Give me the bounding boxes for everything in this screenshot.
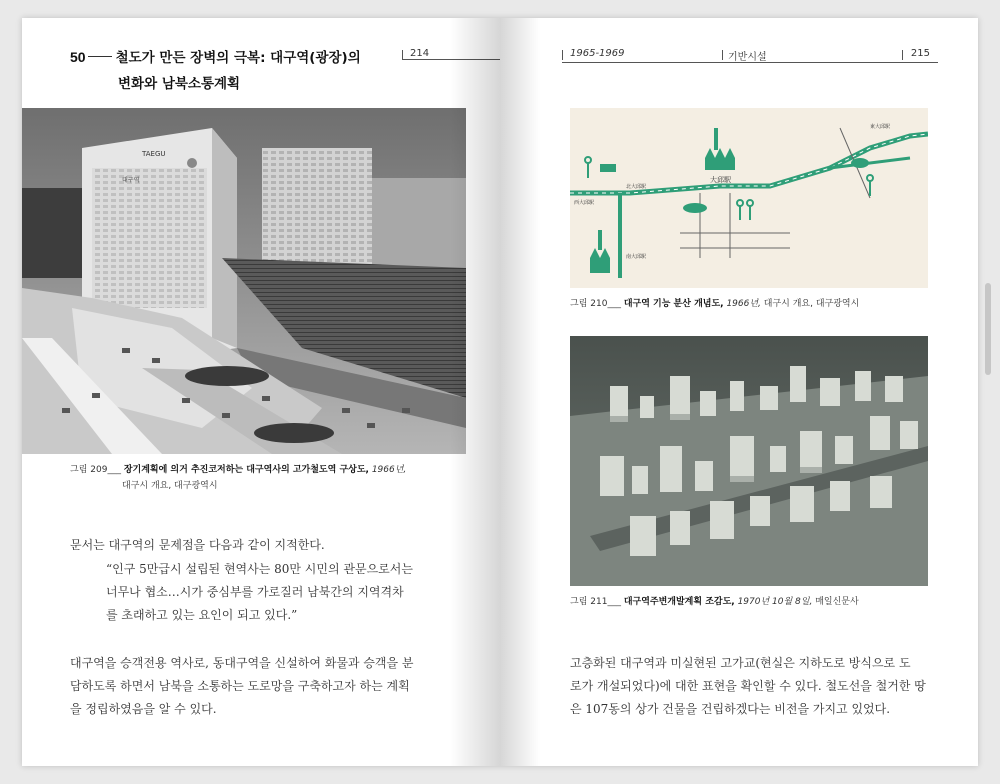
map-label: 南大邱駅 — [626, 254, 647, 260]
paragraph-3 — [570, 652, 932, 721]
text-line: 로가 개설되었다)에 대한 표현을 확인할 수 있다. 철도선을 철거한 땅 — [570, 679, 926, 693]
era-label: 1965-1969 — [570, 48, 625, 59]
chapter-title-line2: 변화와 남북소통계획 — [118, 76, 241, 92]
chapter-rule — [88, 56, 112, 57]
map-label-main-station: 大邱駅 — [710, 176, 731, 184]
figure-211-photo — [570, 336, 928, 586]
chapter-number: 50 — [70, 49, 86, 65]
section-label: 기반시설 — [728, 52, 767, 63]
running-header-right — [562, 48, 938, 63]
figure-210-source: 대구시 개요, 대구광역시 — [763, 299, 860, 309]
chapter-title-line1: 철도가 만든 장벽의 극복: 대구역(광장)의 — [115, 50, 361, 66]
page-number-left: 214 — [410, 48, 430, 59]
quote-line: 너무나 협소…시가 중심부를 가로질러 남북간의 지역격차 — [106, 585, 404, 599]
scrollbar-thumb[interactable] — [985, 283, 991, 375]
text-line: 고층화된 대구역과 미실현된 고가교(현실은 지하도로 방식으로 도 — [570, 656, 911, 670]
map-label: 東大邱駅 — [870, 124, 891, 130]
text-line: 담하도록 하면서 남북을 소통하는 도로망을 구축하고자 하는 계획 — [70, 679, 410, 693]
figure-211-caption: 그림 211___ 대구역주변개발계획 조감도, 1970년 10월 8일, 매일신문사 — [570, 597, 859, 607]
map-label: 北大邱駅 — [626, 184, 647, 190]
quote-line: 를 초래하고 있는 요인이 되고 있다.” — [106, 608, 298, 622]
figure-210-label: 그림 210 — [570, 299, 608, 309]
text-line: 대구역을 승객전용 역사로, 동대구역을 신설하여 화물과 승객을 분 — [70, 656, 414, 670]
figure-209-year: 1966년, — [371, 465, 407, 475]
figure-210-year: 1966년, — [726, 299, 761, 309]
map-label: 西大邱駅 — [574, 200, 595, 206]
figure-209-label: 그림 209 — [70, 465, 108, 475]
book-spread — [22, 18, 978, 766]
chapter-heading — [70, 46, 430, 92]
gutter-shadow-left — [450, 18, 500, 766]
quote-line: “인구 5만급시 설립된 현역사는 80만 시민의 관문으로서는 — [106, 562, 413, 576]
quote-block — [106, 558, 466, 627]
figure-209-title: 장기계획에 의거 추진코저하는 대구역사의 고가철도역 구상도, — [123, 465, 369, 475]
station-sign: TAEGU — [142, 150, 166, 158]
paragraph-1: 문서는 대구역의 문제점을 다음과 같이 지적한다. — [70, 538, 325, 552]
figure-209-caption: 그림 209___ 장기계획에 의거 추진코저하는 대구역사의 고가철도역 구상도, 1966년, 대구시 개요, 대구광역시 — [70, 462, 450, 494]
figure-209-illustration — [22, 108, 466, 454]
right-page — [500, 18, 978, 766]
figure-210-diagram — [570, 108, 928, 288]
page-number-right: 215 — [910, 48, 930, 59]
paragraph-2 — [70, 652, 462, 721]
figure-211-date: 1970년 10월 8일, — [737, 597, 813, 607]
figure-209-source: 대구시 개요, 대구광역시 — [122, 481, 218, 491]
left-page — [22, 18, 500, 766]
figure-211-title: 대구역주변개발계획 조감도, — [623, 597, 735, 607]
gutter-shadow-right — [500, 18, 540, 766]
text-line: 은 107동의 상가 건물을 건립하겠다는 비전을 가지고 있었다. — [570, 702, 891, 716]
figure-211-source: 매일신문사 — [815, 597, 859, 607]
text-line: 을 정립하였음을 알 수 있다. — [70, 702, 217, 716]
figure-210-caption: 그림 210___ 대구역 기능 분산 개념도, 1966년, 대구시 개요, 대구광역시 — [570, 299, 860, 309]
figure-210-title: 대구역 기능 분산 개념도, — [623, 299, 724, 309]
station-sign-korean: 대구역 — [122, 177, 140, 184]
figure-211-label: 그림 211 — [570, 597, 608, 607]
